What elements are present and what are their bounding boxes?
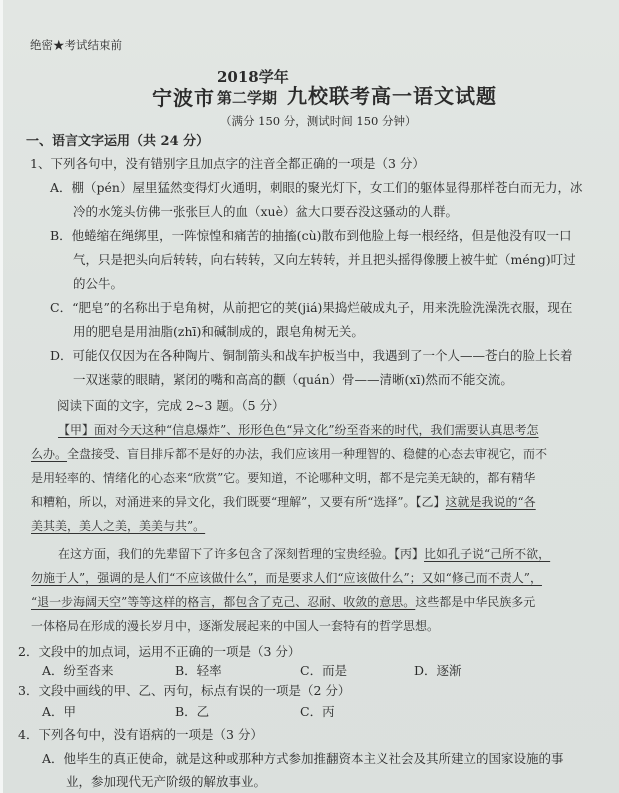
q2-option-d: D．逐渐 bbox=[414, 663, 462, 678]
q4-stem: 4．下列各句中，没有语病的一项是（3 分） bbox=[18, 727, 263, 742]
q1-option-d-line2: 一双迷蒙的眼睛，紧闭的嘴和高高的颧（quán）骨——清晰(xī)然而不能交流。 bbox=[73, 372, 513, 387]
passage-p2-line2 bbox=[31, 569, 542, 586]
q4-option-a-line2: 业，参加现代无产阶级的解放事业。 bbox=[66, 774, 267, 789]
underlined-sentence-bing-end: “退一步海阔天空”等等这样的格言，都包含了克己、忍耐、收敛的意思。 bbox=[31, 595, 416, 609]
reading-intro: 阅读下面的文字，完成 2~3 题。（5 分） bbox=[57, 398, 285, 413]
passage-p1-line3: 是用轻率的、情绪化的心态来“欣赏”它。要知道，不论哪种文明，都不是完美无缺的，都有精华 bbox=[31, 471, 536, 485]
q3-stem: 3．文段中画线的甲、乙、丙句，标点有误的一项是（2 分） bbox=[18, 683, 351, 698]
underlined-sentence-yi-end: 美其美，美人之美，美美与共”。 bbox=[31, 519, 206, 533]
title-city: 宁波市 bbox=[152, 86, 215, 110]
page-edge bbox=[0, 0, 3, 793]
q1-option-b-line1: B．他蜷缩在绳绑里，一阵惊惶和痛苦的抽搐(cù)散布到他脸上每一根经络，但是他没有叹一口 bbox=[50, 228, 572, 243]
passage-p2-line4: 一体格局在形成的漫长岁月中，逐渐发展起来的中国人一套特有的哲学思想。 bbox=[31, 619, 440, 633]
q3-option-a: A．甲 bbox=[42, 704, 77, 719]
passage-text: 在这方面，我们的先辈留下了许多包含了深刻哲理的宝贵经验。【丙】 bbox=[58, 547, 425, 561]
q2-stem: 2．文段中的加点词，运用不正确的一项是（3 分） bbox=[18, 644, 301, 659]
q3-option-b: B．乙 bbox=[175, 704, 210, 719]
q4-option-a-line1: A．他毕生的真正使命，就是这种或那种方式参加推翻资本主义社会及其所建立的国家设施的事 bbox=[42, 751, 564, 766]
exam-subtitle: （满分 150 分，测试时间 150 分钟） bbox=[220, 114, 417, 128]
underlined-sentence-yi: 这就是我说的“各 bbox=[445, 495, 536, 509]
passage-p1-line5 bbox=[31, 517, 205, 534]
title-year: 2018学年 bbox=[217, 68, 289, 86]
q3-option-c: C．丙 bbox=[300, 704, 335, 719]
q1-stem: 1、下列各句中，没有错别字且加点字的注音全都正确的一项是（3 分） bbox=[30, 156, 425, 171]
passage-text: 和糟粕，所以，对涌进来的异文化，我们既要“理解”，又要有所“选择”。【乙】 bbox=[31, 495, 446, 509]
passage-p1-line4 bbox=[31, 493, 536, 510]
passage-p1-line2 bbox=[31, 445, 547, 462]
q1-option-d-line1: D．可能仅仅因为在各种陶片、铜制箭头和战车护板当中，我遇到了一个人——苍白的脸上长着 bbox=[50, 348, 573, 363]
underlined-sentence-jia: 【甲】面对今天这种“信息爆炸”、形形色色“异文化”纷至沓来的时代，我们需要认真思考怎 bbox=[58, 423, 539, 437]
section-heading: 一、语言文字运用（共 24 分） bbox=[26, 134, 210, 149]
underlined-sentence-bing-mid: 勿施于人”，强调的是人们“不应该做什么”，而是要求人们“应该做什么”；又如“修己而不责人”， bbox=[31, 571, 542, 585]
q1-option-b-line3: 的公牛。 bbox=[73, 276, 124, 291]
q1-option-c-line2: 用的肥皂是用油脂(zhī)和碱制成的，跟皂角树无关。 bbox=[73, 324, 364, 339]
underlined-sentence-jia-end: 么办。 bbox=[31, 447, 68, 461]
q1-option-c-line1: C．“肥皂”的名称出于皂角树，从前把它的荚(jiá)果捣烂破成丸子，用来洗脸洗澡洗衣服，现在 bbox=[50, 300, 573, 315]
passage-p2-line3 bbox=[31, 593, 535, 610]
underlined-sentence-bing: 比如孔子说“己所不欲， bbox=[424, 547, 551, 561]
q2-option-c: C．而是 bbox=[300, 663, 348, 678]
passage-p1-line1 bbox=[58, 421, 539, 438]
passage-p2-line1 bbox=[58, 545, 550, 562]
passage-text: 这些都是中华民族多元 bbox=[415, 595, 536, 609]
title-term: 第二学期 bbox=[217, 89, 278, 107]
confidential-label: 绝密★考试结束前 bbox=[30, 38, 122, 52]
q1-option-a-line2: 冷的水笼头仿佛一张张巨人的血（xuè）盆大口要吞没这骚动的人群。 bbox=[73, 204, 458, 219]
q2-option-b: B．轻率 bbox=[175, 663, 222, 678]
page-title: 九校联考高一语文试题 bbox=[287, 84, 497, 108]
passage-text: 全盘接受、盲目排斥都不是好的办法，我们应该用一种理智的、稳健的心态去审视它，而不 bbox=[67, 447, 548, 461]
q2-option-a: A．纷至沓来 bbox=[42, 663, 114, 678]
q1-option-b-line2: 气，只是把头向后转转，向右转转，又向左转转，并且把头摇得像腰上被牛虻（méng)叮过 bbox=[73, 252, 576, 267]
q1-option-a-line1: A．棚（pén）屋里猛然变得灯火通明，刺眼的聚光灯下，女工们的躯体显得那样苍白而无力，冰 bbox=[50, 180, 583, 195]
